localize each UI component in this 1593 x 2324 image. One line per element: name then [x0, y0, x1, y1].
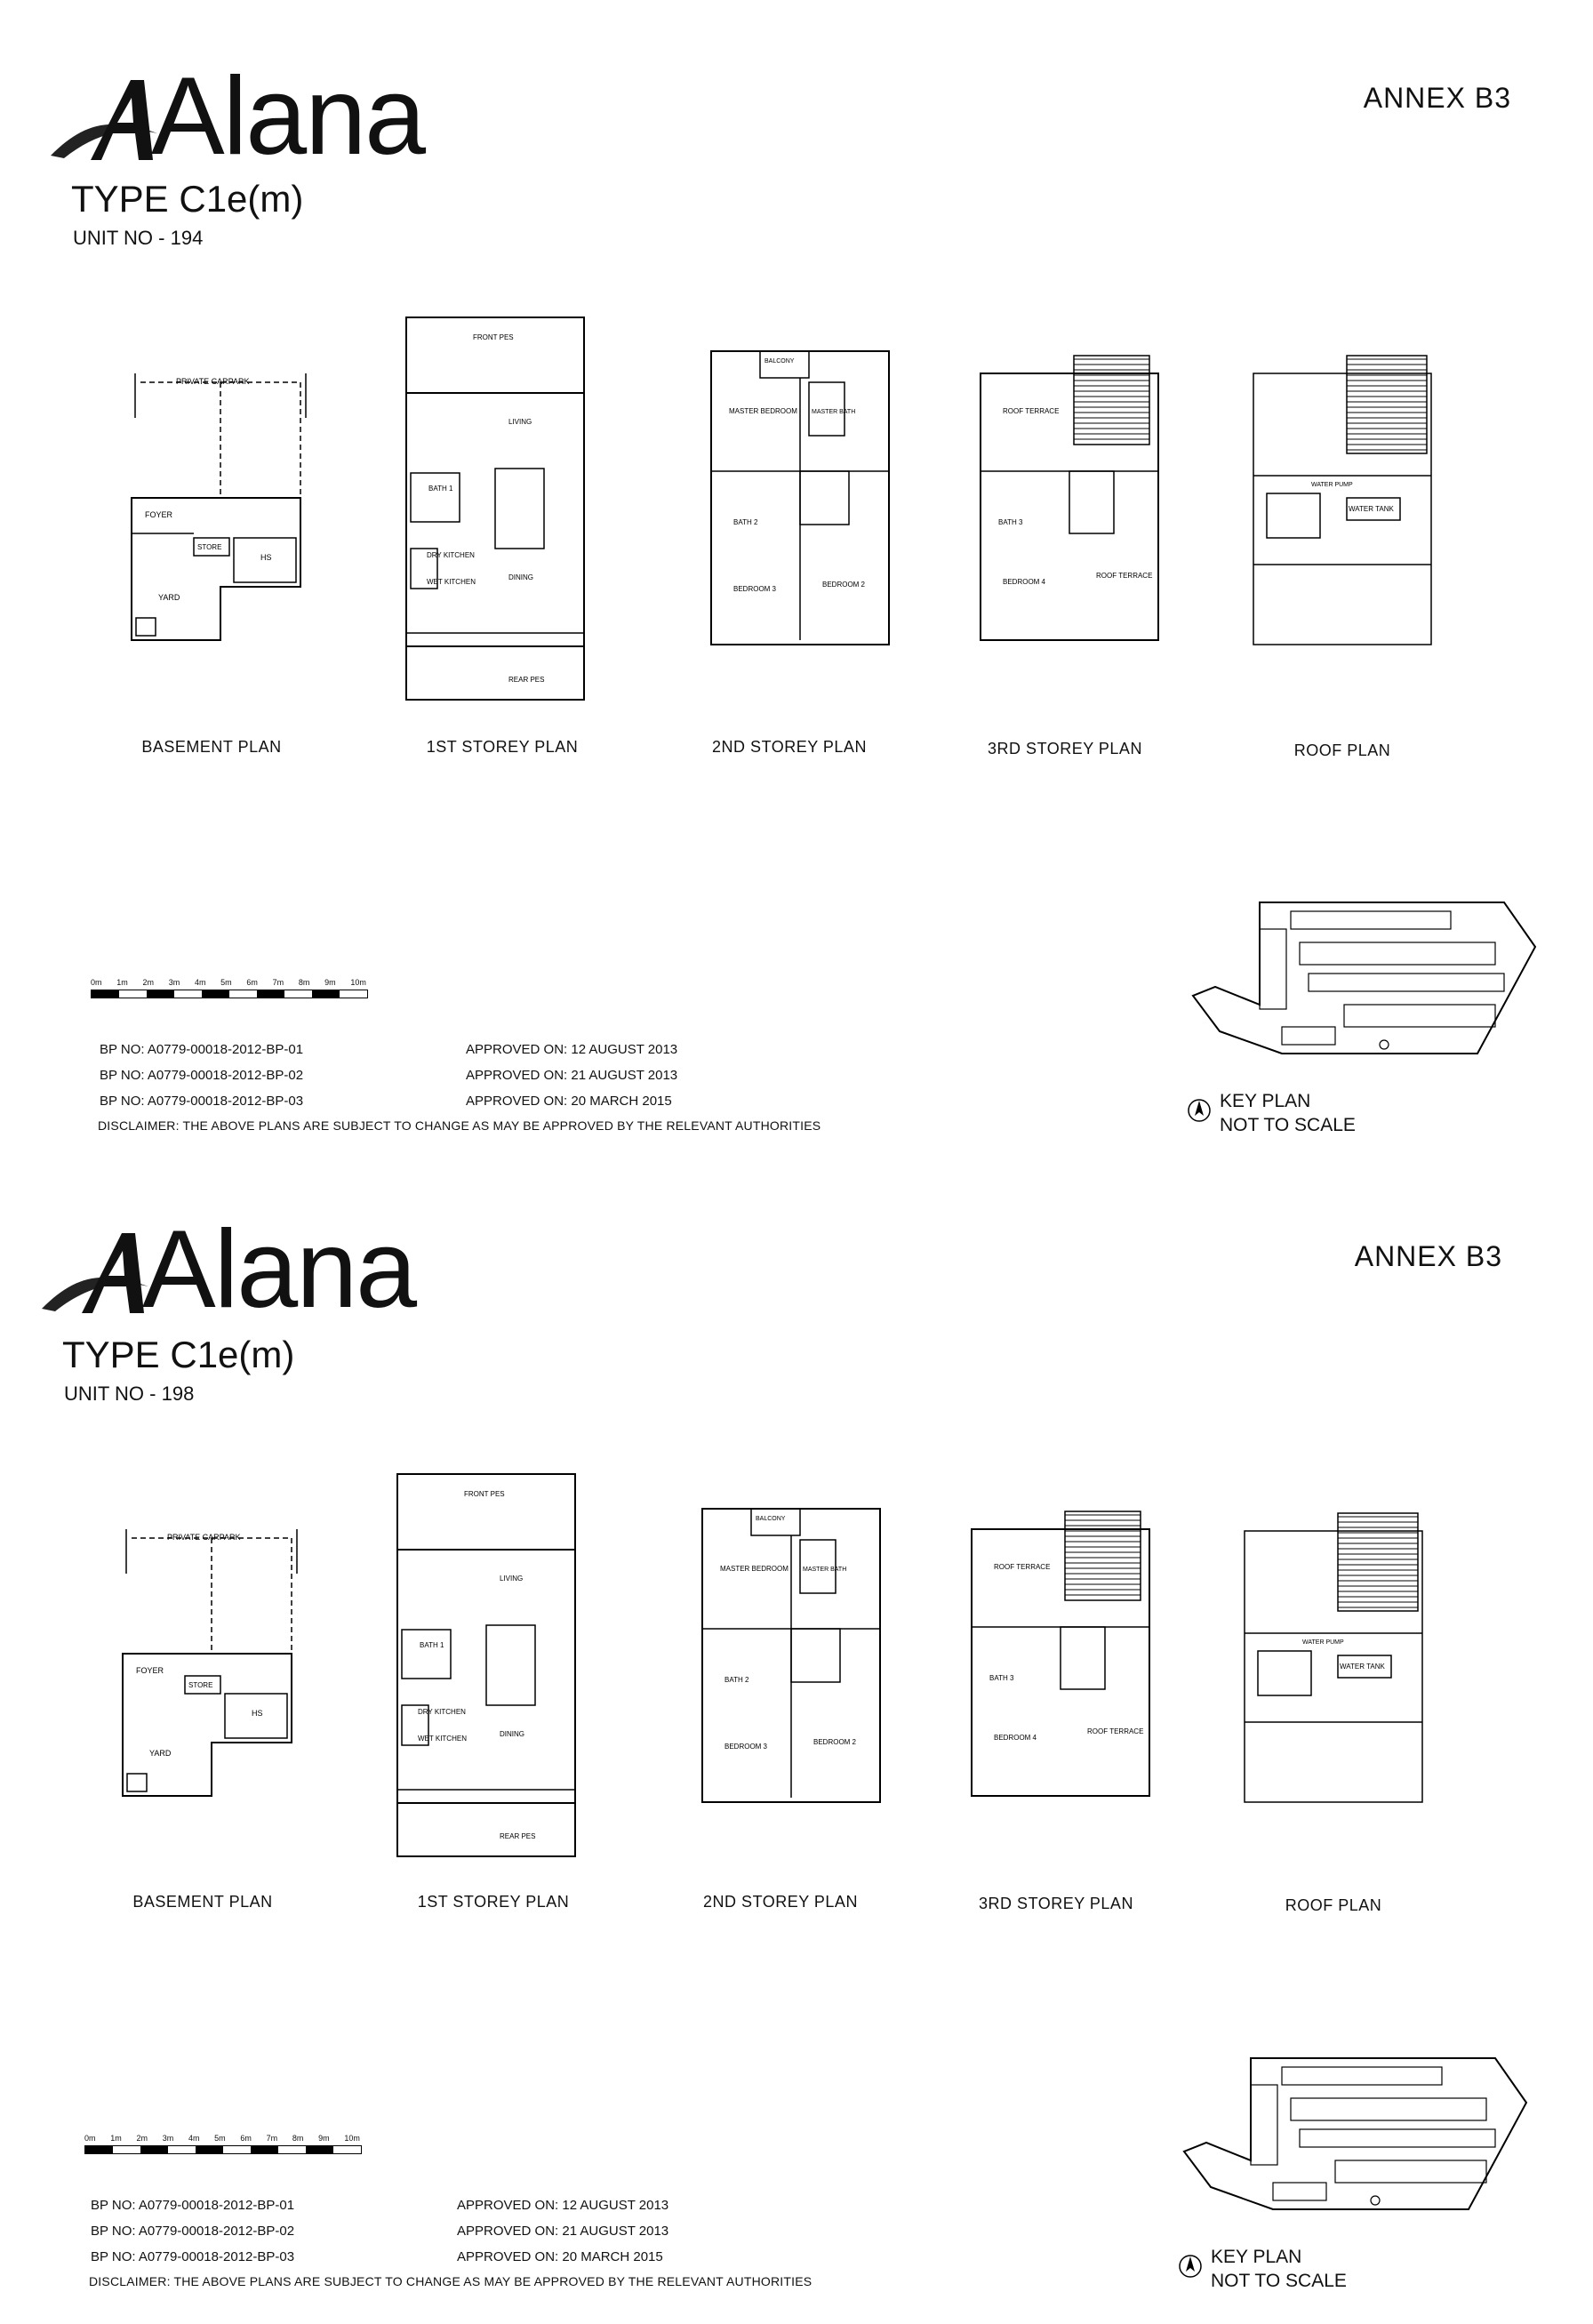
svg-text:BATH 3: BATH 3 [989, 1674, 1014, 1682]
svg-text:BATH 3: BATH 3 [998, 518, 1023, 526]
floorplan-sheet [0, 1169, 1593, 2324]
scale-tick: 0m [84, 2134, 96, 2143]
basement-plan-drawing [123, 365, 318, 649]
plan-label-roof: ROOF PLAN [1293, 741, 1391, 759]
svg-text:WATER PUMP: WATER PUMP [1302, 1639, 1344, 1646]
scale-tick: 5m [214, 2134, 226, 2143]
scale-tick: 6m [246, 978, 258, 987]
svg-text:DRY KITCHEN: DRY KITCHEN [418, 1708, 466, 1716]
plan-label-first-storey: 1ST STOREY PLAN [426, 738, 579, 756]
svg-text:BEDROOM 3: BEDROOM 3 [733, 585, 777, 593]
svg-text:BEDROOM 2: BEDROOM 2 [813, 1738, 857, 1746]
scale-tick: 3m [168, 978, 180, 987]
svg-text:DINING: DINING [500, 1730, 524, 1738]
bp-number: BP NO: A0779-00018-2012-BP-03 [100, 1094, 304, 1109]
disclaimer: DISCLAIMER: THE ABOVE PLANS ARE SUBJECT TO CHANGE AS MAY BE APPROVED BY THE RELEVANT AUTHORITIES [89, 2274, 813, 2288]
annex-label: ANNEX B3 [1354, 1240, 1502, 1272]
svg-text:MASTER BEDROOM: MASTER BEDROOM [729, 407, 797, 415]
svg-text:BEDROOM 3: BEDROOM 3 [724, 1743, 768, 1751]
second-storey-plan-drawing [707, 347, 893, 649]
plan-label-third-storey: 3RD STOREY PLAN [979, 1895, 1133, 1912]
svg-text:HS: HS [252, 1709, 263, 1718]
scale-tick: 4m [188, 2134, 200, 2143]
plan-label-second-storey: 2ND STOREY PLAN [712, 738, 867, 756]
scale-tick: 6m [240, 2134, 252, 2143]
svg-text:BATH 2: BATH 2 [724, 1676, 749, 1684]
svg-text:LIVING: LIVING [508, 418, 532, 426]
disclaimer: DISCLAIMER: THE ABOVE PLANS ARE SUBJECT TO CHANGE AS MAY BE APPROVED BY THE RELEVANT AUTHORITIES [98, 1118, 821, 1133]
key-plan-label [1220, 1089, 1356, 1137]
scale-tick: 9m [324, 978, 336, 987]
svg-text:REAR PES: REAR PES [500, 1832, 536, 1840]
scale-tick: 1m [110, 2134, 122, 2143]
scale-tick: 0m [91, 978, 102, 987]
scale-tick: 10m [344, 2134, 360, 2143]
svg-text:ROOF TERRACE: ROOF TERRACE [1087, 1727, 1144, 1735]
first-storey-plan-drawing [393, 1470, 580, 1861]
key-plan-drawing [1184, 894, 1540, 1098]
unit-number: UNIT NO - 194 [73, 227, 204, 249]
not-to-scale-label: NOT TO SCALE [1220, 1115, 1356, 1135]
svg-text:WATER TANK: WATER TANK [1340, 1663, 1385, 1671]
svg-text:BATH 2: BATH 2 [733, 518, 758, 526]
svg-text:BEDROOM 4: BEDROOM 4 [994, 1734, 1037, 1742]
third-storey-plan-drawing [967, 1507, 1154, 1809]
bp-number: BP NO: A0779-00018-2012-BP-02 [91, 2224, 295, 2239]
svg-text:MASTER BATH: MASTER BATH [803, 1567, 847, 1573]
alana-logo [37, 1208, 491, 1331]
approval-date: APPROVED ON: 12 AUGUST 2013 [466, 1042, 678, 1057]
plan-label-basement: BASEMENT PLAN [132, 1893, 273, 1911]
unit-number: UNIT NO - 198 [64, 1382, 195, 1405]
svg-text:STORE: STORE [188, 1681, 213, 1689]
plan-label-second-storey: 2ND STOREY PLAN [703, 1893, 858, 1911]
svg-text:LIVING: LIVING [500, 1575, 524, 1583]
svg-text:HS: HS [260, 553, 272, 562]
north-arrow-icon [1187, 1098, 1212, 1123]
bp-number: BP NO: A0779-00018-2012-BP-01 [91, 2198, 295, 2213]
key-plan-title: KEY PLAN [1220, 1091, 1311, 1111]
bp-number: BP NO: A0779-00018-2012-BP-02 [100, 1068, 304, 1083]
logo-text: Alana [142, 1208, 416, 1331]
logo-swoosh-icon [46, 71, 162, 169]
plan-label-basement: BASEMENT PLAN [141, 738, 282, 756]
plan-label-third-storey: 3RD STOREY PLAN [988, 740, 1142, 757]
scale-tick: 3m [162, 2134, 174, 2143]
logo-swoosh-icon [37, 1224, 153, 1322]
scale-tick: 9m [318, 2134, 330, 2143]
key-plan-label [1211, 2245, 1347, 2293]
bp-number: BP NO: A0779-00018-2012-BP-03 [91, 2249, 295, 2264]
first-storey-plan-drawing [402, 313, 588, 704]
svg-text:DINING: DINING [508, 573, 533, 581]
unit-type-title: TYPE C1e(m) [71, 178, 304, 220]
svg-text:WATER TANK: WATER TANK [1349, 505, 1394, 513]
unit-type-title: TYPE C1e(m) [62, 1334, 295, 1375]
approval-date: APPROVED ON: 21 AUGUST 2013 [466, 1068, 678, 1083]
second-storey-plan-drawing [698, 1504, 885, 1807]
scale-tick: 8m [292, 2134, 304, 2143]
scale-tick: 5m [220, 978, 232, 987]
svg-text:BALCONY: BALCONY [756, 1516, 786, 1522]
scale-tick: 8m [298, 978, 310, 987]
basement-plan-drawing [114, 1520, 309, 1805]
third-storey-plan-drawing [976, 351, 1163, 653]
scale-tick: 7m [266, 2134, 278, 2143]
svg-text:FRONT PES: FRONT PES [473, 333, 514, 341]
svg-text:PRIVATE CARPARK: PRIVATE CARPARK [176, 377, 250, 386]
svg-text:PRIVATE CARPARK: PRIVATE CARPARK [167, 1533, 241, 1542]
approval-date: APPROVED ON: 21 AUGUST 2013 [457, 2224, 669, 2239]
svg-text:WET KITCHEN: WET KITCHEN [418, 1735, 467, 1743]
svg-text:FOYER: FOYER [145, 510, 173, 519]
svg-text:MASTER BEDROOM: MASTER BEDROOM [720, 1565, 788, 1573]
scale-bar-graphic [84, 2145, 362, 2154]
plan-label-first-storey: 1ST STOREY PLAN [417, 1893, 570, 1911]
scale-tick: 4m [194, 978, 206, 987]
svg-text:DRY KITCHEN: DRY KITCHEN [427, 551, 475, 559]
approval-date: APPROVED ON: 12 AUGUST 2013 [457, 2198, 669, 2213]
plan-label-roof: ROOF PLAN [1285, 1896, 1382, 1914]
svg-text:MASTER BATH: MASTER BATH [812, 409, 856, 415]
roof-plan-drawing [1249, 351, 1436, 653]
north-arrow-icon [1178, 2254, 1203, 2279]
svg-text:BATH 1: BATH 1 [428, 485, 453, 493]
annex-label: ANNEX B3 [1363, 82, 1511, 114]
svg-text:ROOF TERRACE: ROOF TERRACE [994, 1563, 1051, 1571]
scale-bar-graphic [91, 990, 368, 998]
svg-text:WET KITCHEN: WET KITCHEN [427, 578, 476, 586]
floorplan-sheet [0, 0, 1593, 1155]
svg-text:BEDROOM 2: BEDROOM 2 [822, 581, 866, 589]
not-to-scale-label: NOT TO SCALE [1211, 2271, 1347, 2291]
svg-text:BATH 1: BATH 1 [420, 1641, 444, 1649]
key-plan-drawing [1175, 2049, 1531, 2254]
svg-text:BEDROOM 4: BEDROOM 4 [1003, 578, 1046, 586]
svg-text:YARD: YARD [149, 1749, 172, 1758]
svg-text:STORE: STORE [197, 543, 222, 551]
svg-text:BALCONY: BALCONY [764, 358, 795, 365]
key-plan-title: KEY PLAN [1211, 2247, 1302, 2267]
alana-logo [46, 55, 500, 178]
svg-text:REAR PES: REAR PES [508, 676, 545, 684]
scale-tick: 1m [116, 978, 128, 987]
svg-text:FOYER: FOYER [136, 1666, 164, 1675]
svg-text:YARD: YARD [158, 593, 180, 602]
svg-text:ROOF TERRACE: ROOF TERRACE [1096, 572, 1153, 580]
approval-date: APPROVED ON: 20 MARCH 2015 [457, 2249, 663, 2264]
scale-bar [84, 2134, 369, 2154]
svg-text:ROOF TERRACE: ROOF TERRACE [1003, 407, 1060, 415]
roof-plan-drawing [1240, 1509, 1427, 1811]
scale-tick: 7m [272, 978, 284, 987]
scale-tick: 10m [350, 978, 366, 987]
svg-text:WATER PUMP: WATER PUMP [1311, 482, 1353, 488]
approval-date: APPROVED ON: 20 MARCH 2015 [466, 1094, 672, 1109]
scale-bar [91, 978, 375, 998]
scale-tick: 2m [136, 2134, 148, 2143]
svg-text:FRONT PES: FRONT PES [464, 1490, 505, 1498]
scale-tick: 2m [142, 978, 154, 987]
bp-number: BP NO: A0779-00018-2012-BP-01 [100, 1042, 304, 1057]
logo-text: Alana [151, 55, 425, 178]
